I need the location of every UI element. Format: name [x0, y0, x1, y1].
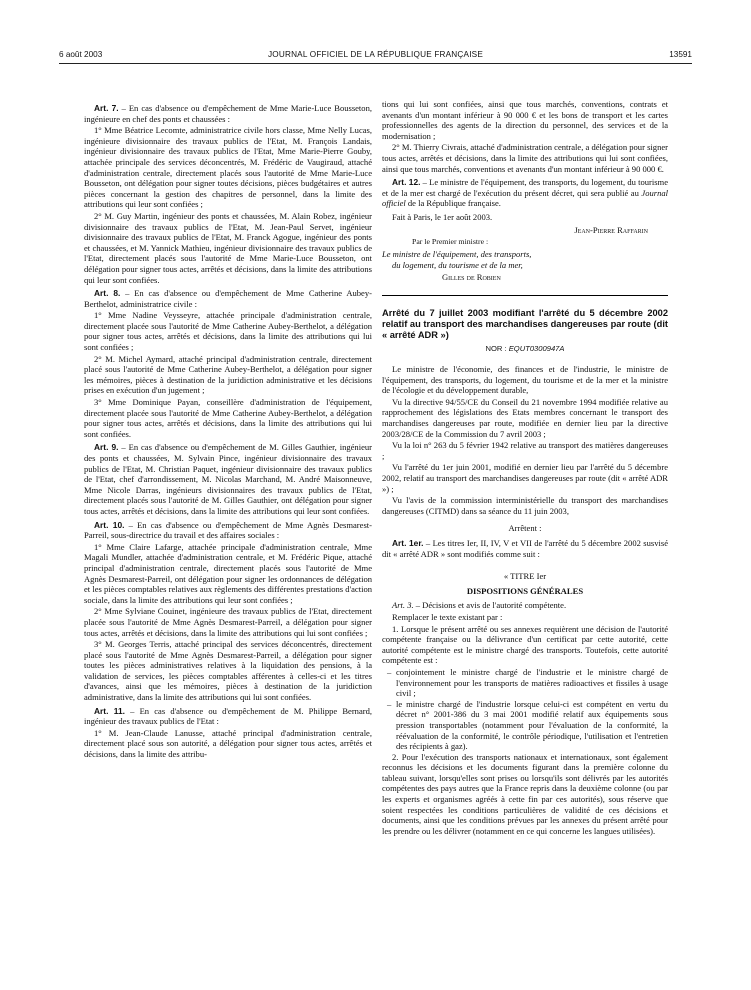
titre-heading: « TITRE Ier: [503, 571, 547, 582]
article-10: Art. 10. – En cas d'absence ou d'empêchement de Mme Agnès Desmarest-Parreil, sous-directrice du travail et des affaires sociales :: [84, 519, 372, 541]
article-8-paragraph-2: 2° M. Michel Aymard, attaché principal d'administration centrale, directement placé sous l'autorité de Mme Catherine Aubey-Berthelot, a délégation pour signer les mémoires, pièces à destination de la juridiction administrative et les décisions prises en exécution d'un jugement ;: [84, 353, 372, 396]
article-11-label: Art. 11.: [94, 705, 125, 716]
dispositions-heading: DISPOSITIONS GÉNÉRALES: [466, 585, 584, 596]
point-2: 2. Pour l'exécution des transports nationaux et internationaux, sont également reconnus les décisions et les documents figurant dans la première colonne du tableau suivant, lorsqu'elles sont prises ou lorsqu'ils sont délivrés par les autorités compétentes des pays autres que la France repris dans la deuxième colonne (ou par les experts et organismes agréés à cette fin par ces autorités), sous réserve que soient respectées les conditions particulières de validité de ces décisions et documents, ainsi que les conditions prévues par les annexes du présent arrêté pour les prendre ou les délivrer (notamment en ce qui concerne les langues utilisées).: [382, 751, 668, 836]
article-10-label: Art. 10.: [94, 519, 125, 530]
article-9-label: Art. 9.: [94, 442, 119, 453]
right-column: [382, 99, 668, 979]
signature-block: [382, 225, 668, 283]
vu-2: Vu la loi n° 263 du 5 février 1942 relative au transport des matières dangereuses ;: [382, 440, 668, 461]
header-title: JOURNAL OFFICIEL DE LA RÉPUBLIQUE FRANÇAISE: [267, 50, 483, 59]
article-7: Art. 7. – En cas d'absence ou d'empêchement de Mme Marie-Luce Bousseton, ingénieure en chef des ponts et chaussées :: [84, 103, 372, 124]
by-prime-minister: Par le Premier ministre :: [412, 237, 489, 247]
vu-4: Vu l'avis de la commission interministérielle du transport des marchandises dangereuses (CITMD) dans sa séance du 11 juin 2003,: [382, 495, 668, 516]
header-rule: [59, 63, 692, 64]
minister-title-line-1: Le ministre de l'équipement, des transports,: [382, 248, 532, 259]
article-1-label: Art. 1er.: [392, 538, 424, 548]
article-3-heading: Art. 3. – Décisions et avis de l'autorité compétente.: [392, 600, 567, 611]
article-10-paragraph-1: 1° Mme Claire Lafarge, attachée principale d'administration centrale, Mme Magali Mundler, attachée d'administration centrale, et M. Frédéric Pique, attaché principal d'administration centrale, directement placés sous l'autorité de Mme Agnès Desmarest-Parreil, ont délégation pour signer les ordonnances de délégation et les pièces comptables relatives aux règlements des différentes prestations d'action sociale, dans la limite des attributions qui leur sont confiées ;: [84, 541, 372, 605]
page-header: [59, 50, 692, 64]
article-8-paragraph-3: 3° Mme Dominique Payan, conseillère d'administration de l'équipement, directement placée sous l'autorité de Mme Catherine Aubey-Berthelot, a délégation pour signer tous actes, arrêtés et décisions, dans la limite des attributions qui lui sont confiées.: [84, 397, 372, 439]
replace-text-instruction: Remplacer le texte existant par :: [392, 611, 503, 622]
journal-officiel-italic: Journal officiel: [382, 187, 668, 209]
article-11: Art. 11. – En cas d'absence ou d'empêchement de M. Philippe Bernard, ingénieur des travaux publics de l'Etat :: [84, 705, 372, 727]
article-12-label: Art. 12.: [392, 177, 421, 188]
preamble: Le ministre de l'économie, des finances et de l'industrie, le ministre de l'équipement, des transports, du logement, du tourisme et de la mer et la ministre de l'écologie et du développement durable,: [382, 364, 668, 396]
article-3-label: Art. 3.: [392, 600, 414, 611]
point-1: 1. Lorsque le présent arrêté ou ses annexes requièrent une décision de l'autorité compétente française ou la délivrance d'un certificat par cette autorité, cette autorité compétente est le ministre chargé des transports. Toutefois, cette autorité compétente est :: [382, 623, 668, 666]
nor-reference: NOR : EQUT0300947A: [485, 343, 565, 353]
header-page-number: 13591: [669, 50, 692, 59]
prime-minister-signature: Jean-Pierre Raffarin: [574, 224, 648, 235]
minister-signature: Gilles de Robien: [442, 271, 501, 282]
article-10-paragraph-3: 3° M. Georges Terris, attaché principal des services déconcentrés, directement placé sous l'autorité de Mme Agnès Desmarest-Parreil, a délégation pour signer toutes les pièces administratives relatives à la liquidation des pensions, à la validation de services, les pièces comptables afférentes à celles-ci et les titres d'avances, ainsi que les mémoires, pièces à destination de la juridiction administrative, dans la limite des attributions qui lui sont confiées.: [84, 639, 372, 703]
article-10-paragraph-2: 2° Mme Sylviane Couinet, ingénieure des travaux publics de l'Etat, directement placée sous l'autorité de Mme Agnès Desmarest-Parreil, a délégation pour signer tous actes, arrêtés et décisions, dans la limite des attributions qui lui sont confiées ;: [84, 606, 372, 638]
article-11-paragraph-1: 1° M. Jean-Claude Lanusse, attaché principal d'administration centrale, directement placé sous son autorité, a délégation pour signer tous actes, arrêtés et décisions, dans la limite des attribu-: [84, 727, 372, 760]
left-column: [84, 100, 372, 980]
minister-title-line-2: du logement, du tourisme et de la mer,: [392, 260, 523, 271]
list-item: – conjointement le ministre chargé de l'industrie et le ministre chargé de l'environnement pour les transports de matières radioactives et fissiles à usage civil ;: [396, 667, 668, 699]
arrete-title: Arrêté du 7 juillet 2003 modifiant l'arrêté du 5 décembre 2002 relatif au transport des marchandises dangereuses par route (dit « arrêté ADR »): [382, 295, 668, 341]
continued-paragraph: tions qui lui sont confiées, ainsi que tous marchés, conventions, contrats et avenants d'un montant inférieur à 90 000 € et les bons de transport et les cartes professionnelles des agents de la direction du personnel, des services et de la modernisation ;: [382, 99, 668, 141]
list-item: – le ministre chargé de l'industrie lorsque celui-ci est compétent en vertu du décret n° 2001-386 du 3 mai 2001 modifié relatif aux équipements sous pression transportables (notamment pour l'évaluation de la conformité, la réévaluation de la conformité, le contrôle périodique, l'utilisation et l'entretien des récipients à gaz).: [396, 699, 668, 752]
article-11-paragraph-2: 2° M. Thierry Civrais, attaché d'administration centrale, a délégation pour signer tous actes, arrêtés et décisions, dans la limite des attributions qui lui sont confiées, ainsi que tous marchés, conventions et avenants d'un montant inférieur à 90 000 €.: [382, 142, 668, 174]
article-8: Art. 8. – En cas d'absence ou d'empêchement de Mme Catherine Aubey-Berthelot, administratrice civile :: [84, 288, 372, 309]
signing-place-date: Fait à Paris, le 1er août 2003.: [392, 211, 493, 222]
vu-3: Vu l'arrêté du 1er juin 2001, modifié en dernier lieu par l'arrêté du 5 décembre 2002, relatif au transport des marchandises dangereuses par route (dit « arrêté ADR ») ;: [382, 462, 668, 494]
article-7-paragraph-2: 2° M. Guy Martin, ingénieur des ponts et chaussées, M. Alain Robez, ingénieur divisionnaire des travaux publics de l'Etat, M. Jean-Paul Servet, ingénieur divisionnaire des travaux publics de l'Etat, M. Franck Agogue, ingénieur des ponts et chaussées, et M. Yannick Mathieu, ingénieur divisionnaire des travaux publics de l'Etat, directement placés sous l'autorité de Mme Marie-Luce Bousseton, ont délégation pour signer tous actes, arrêtés et décisions, dans la limite des attributions qui leur sont confiées.: [84, 210, 372, 285]
vu-1: Vu la directive 94/55/CE du Conseil du 21 novembre 1994 modifiée relative au rapprochement des législations des Etats membres concernant le transport des marchandises dangereuses par route, modifiée en dernier lieu par la directive 2003/28/CE de la Commission du 7 avril 2003 ;: [382, 396, 668, 439]
arretent: Arrêtent :: [508, 523, 542, 534]
article-7-label: Art. 7.: [94, 103, 119, 113]
article-8-paragraph-1: 1° Mme Nadine Veysseyre, attachée principale d'administration centrale, directement placée sous l'autorité de Mme Catherine Aubey-Berthelot, a délégation pour signer tous actes, arrêtés et décisions, dans la limite des attributions qui lui sont confiées ;: [84, 310, 372, 353]
article-8-label: Art. 8.: [94, 288, 121, 299]
article-9: Art. 9. – En cas d'absence ou d'empêchement de M. Gilles Gauthier, ingénieur des ponts et chaussées, M. Sylvain Pince, ingénieur divisionnaire des travaux publics de l'Etat, M. Christian Paquet, ingénieur divisionnaire des travaux publics de l'Etat, chef d'arrondissement, M. Nicolas Marchand, M. André Maisonneuve, Mme Nicole Darras, ingénieurs divisionnaires des travaux publics de l'Etat, directement placés sous l'autorité de M. Gilles Gauthier, ont délégation pour signer tous actes, arrêtés et décisions, dans la limite des attributions qui leur sont confiées.: [84, 442, 372, 516]
article-1: Art. 1er. – Les titres Ier, II, IV, V et VII de l'arrêté du 5 décembre 2002 susvisé dit « arrêté ADR » sont modifiés comme suit :: [382, 538, 668, 559]
exceptions-list: [382, 667, 668, 752]
article-7-paragraph-1: 1° Mme Béatrice Lecomte, administratrice civile hors classe, Mme Nelly Lucas, ingénieure divisionnaire des travaux publics de l'Etat, M. François Landais, ingénieur divisionnaire des travaux publics de l'Etat, Mme Marie-Pierre Gouby, attachée principale des services déconcentrés, M. Frédéric de Vaugiraud, attaché d'administration centrale, directement placés sous l'autorité de Mme Marie-Luce Bousseton, ont délégation pour signer toutes décisions, pièces budgétaires et autres pièces concernant la gestion des chapitres de personnel, dans la limite des attributions qui leur sont confiées ;: [84, 125, 372, 210]
header-date: 6 août 2003: [59, 50, 103, 59]
article-12: Art. 12. – Le ministre de l'équipement, des transports, du logement, du tourisme et de la mer est chargé de l'exécution du présent décret, qui sera publié au Journal officiel de la République française.: [382, 177, 668, 209]
